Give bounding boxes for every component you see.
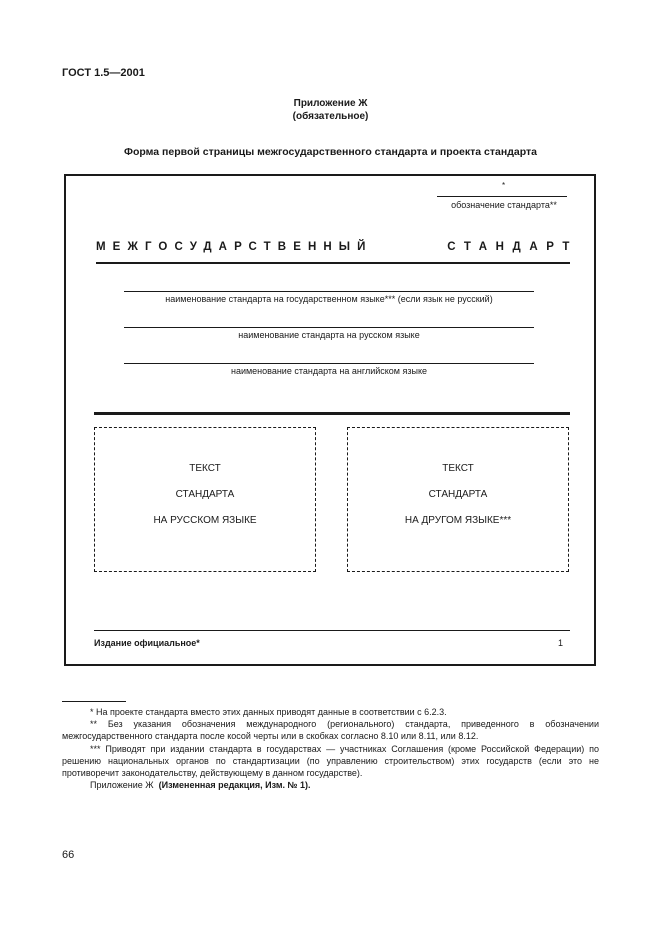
designation-star: * — [502, 181, 506, 190]
text-box-other-language — [347, 427, 569, 572]
footnotes — [62, 706, 599, 791]
box-line: НА ДРУГОМ ЯЗЫКЕ*** — [404, 515, 512, 526]
box-line: ТЕКСТ — [442, 463, 474, 474]
official-edition-label: Издание официальное* — [94, 638, 200, 648]
form-page-number: 1 — [558, 638, 564, 648]
standard-heading-right: СТАНДАРТ — [447, 241, 578, 253]
box-line: НА РУССКОМ ЯЗЫКЕ — [153, 515, 257, 526]
footer-rule — [94, 630, 570, 631]
amendment-prefix: Приложение Ж — [90, 780, 154, 791]
name-line-state — [124, 291, 534, 292]
standard-heading — [96, 241, 578, 253]
document-code: ГОСТ 1.5—2001 — [62, 67, 145, 79]
appendix-title: Приложение Ж — [293, 98, 368, 109]
standard-heading-left: МЕЖГОСУДАРСТВЕННЫЙ — [96, 241, 373, 253]
name-caption-state: наименование стандарта на государственном языке*** (если язык не русский) — [165, 294, 493, 304]
box-line: СТАНДАРТА — [428, 489, 488, 500]
name-line-english — [124, 363, 534, 364]
page-number: 66 — [62, 849, 75, 861]
text-box-russian — [94, 427, 316, 572]
footnote-3: *** Приводят при издании стандарта в государствах — участниках Соглашения (кроме Российской Федерации) по решению национальных органов по стандартизации (по управлению строительством) этих государств (если это не противоречит законодательству, действующему в данном государстве). — [62, 743, 599, 779]
name-caption-russian: наименование стандарта на русском языке — [238, 330, 420, 340]
appendix-heading — [0, 97, 661, 123]
name-line-russian — [124, 327, 534, 328]
amendment-bold: (Измененная редакция, Изм. № 1). — [158, 780, 311, 791]
heading-rule — [96, 262, 570, 264]
designation-line — [437, 196, 567, 197]
form-title: Форма первой страницы межгосударственного стандарта и проекта стандарта — [124, 146, 537, 158]
designation-caption: обозначение стандарта** — [451, 200, 557, 210]
footnote-2: ** Без указания обозначения международного (регионального) стандарта, приведенного в обозначении межгосударственного стандарта после косой черты или в скобках согласно 8.10 или 8.11, или 8.12. — [62, 719, 599, 742]
amendment-note — [62, 779, 599, 791]
footnote-1: * На проекте стандарта вместо этих данных приводят данные в соответствии с 6.2.3. — [90, 707, 447, 717]
footnote-separator — [62, 701, 126, 702]
appendix-status: (обязательное) — [292, 111, 369, 122]
box-line: СТАНДАРТА — [175, 489, 235, 500]
name-caption-english: наименование стандарта на английском языке — [230, 366, 428, 376]
box-line: ТЕКСТ — [189, 463, 221, 474]
body-rule — [94, 412, 570, 415]
